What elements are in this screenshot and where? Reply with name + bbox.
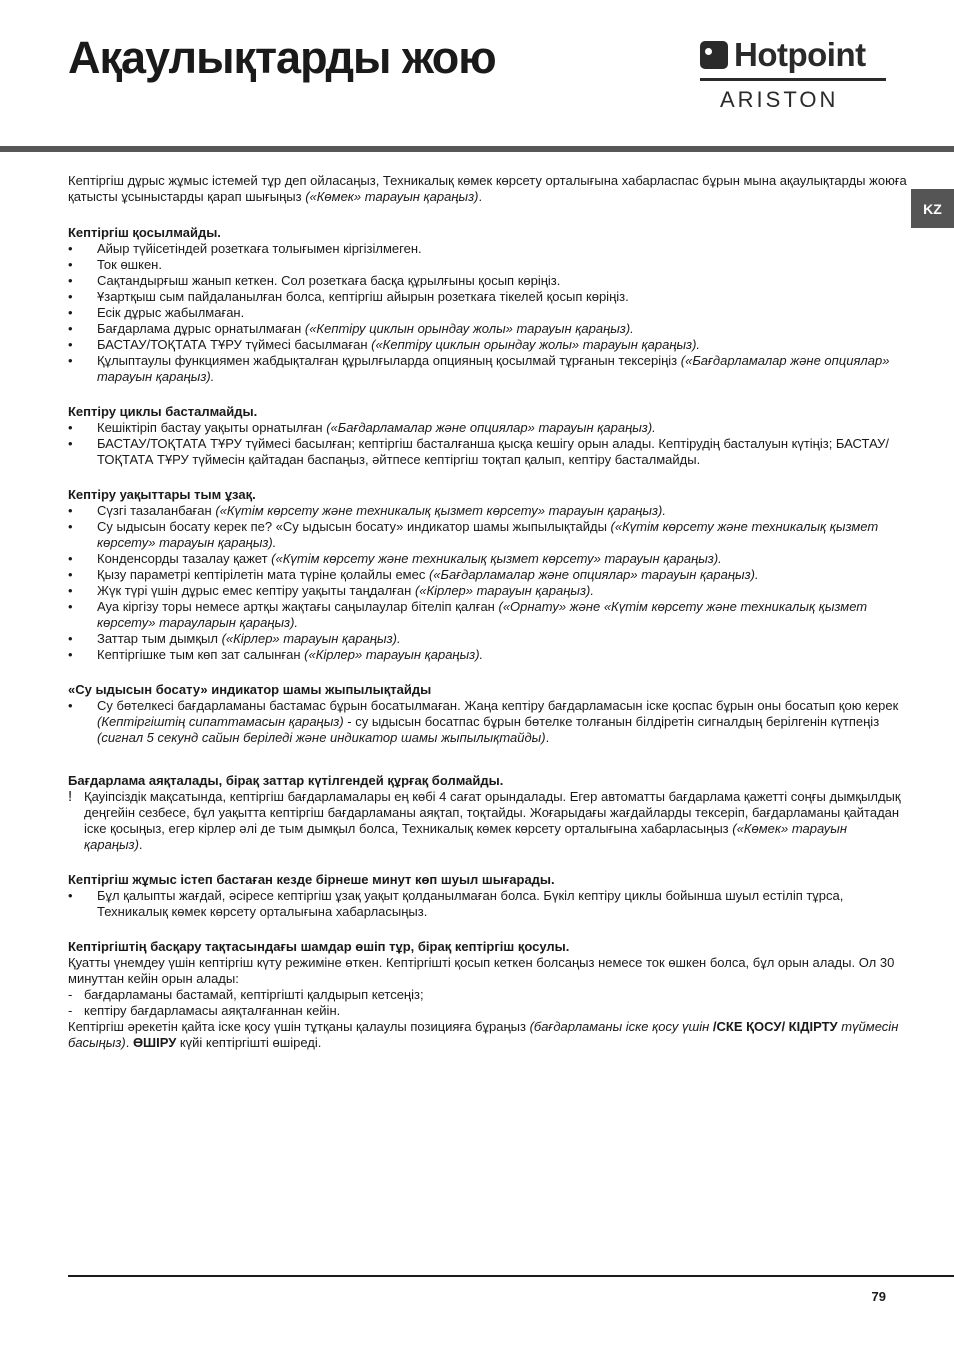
section-title: Кептіру циклы басталмайды. <box>68 404 258 419</box>
section-cycle-not-starting <box>68 404 908 468</box>
list-item: • Ұзартқыш сым пайдаланылған болса, кептіргіш айырын розеткаға тікелей қосып көріңіз. <box>68 289 908 305</box>
section-title: Кептіру уақыттары тым ұзақ. <box>68 487 256 502</box>
list-item: • БАСТАУ/ТОҚТАТА ТҰРУ түймесі басылмаған («Кептіру циклын орындау жолы» тарауын қараңыз). <box>68 337 908 353</box>
section-program-ends-not-dry <box>68 773 908 853</box>
section-title: Кептіргіш жұмыс істеп бастаған кезде бірнеше минут көп шуыл шығарады. <box>68 872 555 887</box>
list-item: • Сақтандырғыш жанып кеткен. Сол розеткаға басқа құрылғыны қосып көріңіз. <box>68 273 908 289</box>
list-item: • Есік дұрыс жабылмаған. <box>68 305 908 321</box>
list-item: - кептіру бағдарламасы аяқталғаннан кейін. <box>68 1003 908 1019</box>
section-title: Кептіргіштің басқару тақтасындағы шамдар өшіп тұр, бірақ кептіргіш қосулы. <box>68 939 570 954</box>
paragraph: Кептіргіш әрекетін қайта іске қосу үшін тұтқаны қалаулы позицияға бұраңыз (бағдарламаны іске қосу үшін /СКЕ ҚОСУ/ КІДІРТУ түймесін басыңыз). ӨШІРУ күйі кептіргішті өшіреді. <box>68 1019 899 1050</box>
section-dryer-not-switching-on <box>68 225 908 385</box>
language-tab: KZ <box>911 189 954 228</box>
list-item: • Су бөтелкесі бағдарламаны бастамас бұрын босатылмаған. Жаңа кептіру бағдарламасын іске қоспас бұрын оны босатып қою керек (Кептіргіштің сипаттамасын қараңыз) - су ыдысын босатпас бұрын бөтелке толғанын білдіретін сигналдың берілгенін күтпеңіз (сигнал 5 секунд сайын беріледі және индикатор шамы жыпылықтайды). <box>68 698 908 746</box>
header-divider <box>0 146 954 152</box>
section-drying-too-long <box>68 487 908 663</box>
paragraph: Қуатты үнемдеу үшін кептіргіш күту режиміне өткен. Кептіргішті қосып кеткен болсаңыз немесе ток өшкен болса, бұл орын алады. Ол 30 минуттан кейін орын алады: <box>68 955 895 986</box>
list-item: • Конденсорды тазалау қажет («Күтім көрсету және техникалық қызмет көрсету» тарауын қараңыз). <box>68 551 908 567</box>
list-item: • Ауа кіргізу торы немесе артқы жақтағы саңылаулар бітеліп қалған («Орнату» және «Күтім көрсету және техникалық қызмет көрсету» тарауларын қараңыз). <box>68 599 908 631</box>
section-noise <box>68 872 908 920</box>
section-title: «Су ыдысын босату» индикатор шамы жыпылықтайды <box>68 682 432 697</box>
document-body <box>68 173 908 1070</box>
list-item: • Сүзгі тазаланбаған («Күтім көрсету және техникалық қызмет көрсету» тарауын қараңыз). <box>68 503 908 519</box>
list-item: • БАСТАУ/ТОҚТАТА ТҰРУ түймесі басылған; кептіргіш басталғанша қысқа кешігу орын алады. Кептірудің басталуын күтіңіз; БАСТАУ/ТОҚТАТА ТҰРУ түймесін қайтадан баспаңыз, әйтпесе кептіргіш тоқтап қалып, кептіру басталмайды. <box>68 436 908 468</box>
page-title: Ақаулықтарды жою <box>68 32 496 83</box>
logo-sub: ARISTON <box>720 87 839 112</box>
list-item: • Құлыптаулы функциямен жабдықталған құрылғыларда опцияның қосылмай тұрғанын тексеріңіз («Бағдарламалар және опциялар» тарауын қараңыз). <box>68 353 908 385</box>
list-item: • Ток өшкен. <box>68 257 908 273</box>
warning-note: ! Қауіпсіздік мақсатында, кептіргіш бағдарламалары ең көбі 4 сағат орындалады. Егер автоматты бағдарлама қажетті соңғы дымқылдық деңгейін сезбесе, бұл уақытта кептіргіш бағдарламаны аяқтап, тоқтайды. Жоғарыдағы жағдайларды тексеріп, бағдарламаны қайтадан іске қосыңыз, егер кірлер әлі де тым дымқыл болса, Техникалық көмек көрсету орталығына хабарласыңыз («Көмек» тарауын қараңыз). <box>68 788 901 852</box>
section-lights-off <box>68 939 908 1051</box>
intro-paragraph: Кептіргіш дұрыс жұмыс істемей тұр деп ойласаңыз, Техникалық көмек көрсету орталығына хабарласпас бұрын мына ақаулықтарды жоюға қатысты ұсыныстарды қарап шығыңыз («Көмек» тарауын қараңыз). <box>68 173 907 204</box>
list-item: • Айыр түйісетіндей розеткаға толығымен кіргізілмеген. <box>68 241 908 257</box>
section-title: Бағдарлама аяқталады, бірақ заттар күтілгендей құрғақ болмайды. <box>68 773 504 788</box>
section-empty-water-light <box>68 682 908 746</box>
section-title: Кептіргіш қосылмайды. <box>68 225 221 240</box>
list-item: • Кешіктіріп бастау уақыты орнатылған («Бағдарламалар және опциялар» тарауын қараңыз). <box>68 420 908 436</box>
hotpoint-logo-icon <box>700 41 728 69</box>
list-item: • Заттар тым дымқыл («Кірлер» тарауын қараңыз). <box>68 631 908 647</box>
warning-icon: ! <box>68 788 73 805</box>
list-item: • Кептіргішке тым көп зат салынған («Кірлер» тарауын қараңыз). <box>68 647 908 663</box>
list-item: • Су ыдысын босату керек пе? «Су ыдысын босату» индикатор шамы жыпылықтайды («Күтім көрсету және техникалық қызмет көрсету» тарауын қараңыз). <box>68 519 908 551</box>
list-item: • Қызу параметрі кептірілетін мата түріне қолайлы емес («Бағдарламалар және опциялар» тарауын қараңыз). <box>68 567 908 583</box>
list-item: - бағдарламаны бастамай, кептіргішті қалдырып кетсеңіз; <box>68 987 908 1003</box>
list-item: • Бұл қалыпты жағдай, әсіресе кептіргіш ұзақ уақыт қолданылмаған болса. Бүкіл кептіру циклы бойынша шуыл естіліп тұрса, Техникалық көмек көрсету орталығына хабарласыңыз. <box>68 888 908 920</box>
list-item: • Жүк түрі үшін дұрыс емес кептіру уақыты таңдалған («Кірлер» тарауын қараңыз). <box>68 583 908 599</box>
brand-logo <box>700 38 888 118</box>
logo-divider <box>700 78 886 81</box>
footer-divider <box>68 1275 954 1277</box>
page-number: 79 <box>871 1289 886 1304</box>
logo-brand: Hotpoint <box>734 36 866 73</box>
list-item: • Бағдарлама дұрыс орнатылмаған («Кептіру циклын орындау жолы» тарауын қараңыз). <box>68 321 908 337</box>
